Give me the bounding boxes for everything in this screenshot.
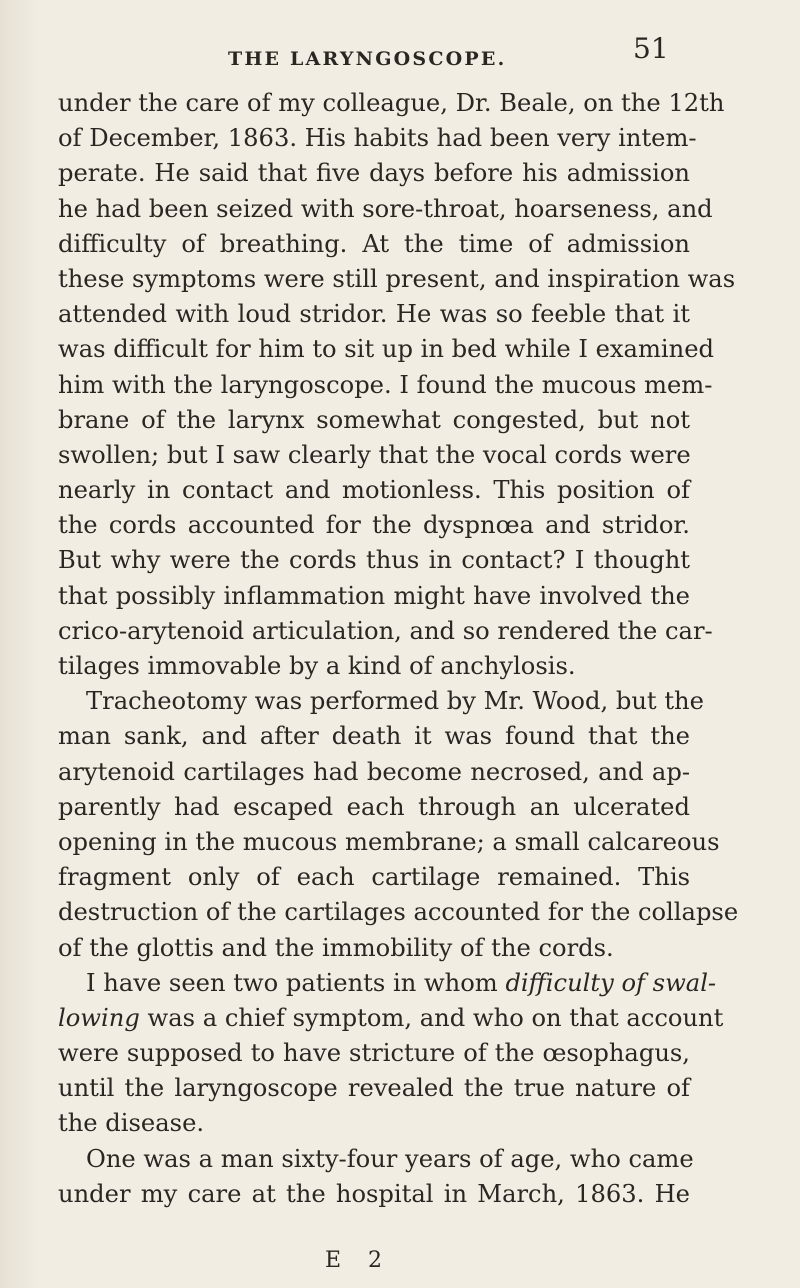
text-line: he had been seized with sore-throat, hoarseness, and <box>58 194 713 223</box>
text-line: tilages immovable by a kind of anchylosis. <box>58 652 576 680</box>
text-line: fragment only of each cartilage remained. This <box>58 863 690 892</box>
running-title: THE LARYNGOSCOPE. <box>228 48 507 70</box>
text-line: difficulty of breathing. At the time of admission <box>58 229 690 258</box>
text-line: him with the laryngoscope. I found the mucous mem- <box>58 370 713 399</box>
text-line: Tracheotomy was performed by Mr. Wood, but the <box>86 687 704 716</box>
text-line: that possibly inflammation might have involved the <box>58 581 690 610</box>
page-number: 51 <box>633 32 669 65</box>
text-line <box>58 1001 724 1036</box>
text-line <box>58 966 717 1001</box>
text-line: of the glottis and the immobility of the cords. <box>58 933 614 962</box>
text-line: attended with loud stridor. He was so feeble that it <box>58 300 690 329</box>
italic-phrase: lowing <box>58 1003 140 1032</box>
text-line: the disease. <box>58 1109 205 1138</box>
text-line: these symptoms were still present, and inspiration was <box>58 264 736 293</box>
running-head <box>0 32 800 72</box>
text-line: nearly in contact and motionless. This position of <box>58 476 690 505</box>
text-line: the cords accounted for the dyspnœa and stridor. <box>58 511 690 540</box>
text-line: One was a man sixty-four years of age, who came <box>86 1144 694 1173</box>
text-line: opening in the mucous membrane; a small calcareous <box>58 827 720 856</box>
text-line: parently had escaped each through an ulcerated <box>58 792 690 821</box>
text-line: under the care of my colleague, Dr. Beale, on the 12th <box>58 89 725 117</box>
text-line: man sank, and after death it was found that the <box>58 722 690 751</box>
text-line: brane of the larynx somewhat congested, but not <box>58 405 690 434</box>
text-line: But why were the cords thus in contact? I thought <box>58 546 690 575</box>
text-line: swollen; but I saw clearly that the vocal cords were <box>58 440 691 469</box>
text-line: arytenoid cartilages had become necrosed, and ap- <box>58 757 690 786</box>
text-run: was a chief symptom, and who on that account <box>139 1003 724 1032</box>
text-line: under my care at the hospital in March, 1863. He <box>58 1179 690 1208</box>
body-text <box>58 86 739 1212</box>
signature-mark: E 2 <box>325 1248 393 1273</box>
text-line: perate. He said that five days before his admission <box>58 159 690 188</box>
text-line: of December, 1863. His habits had been very intem- <box>58 124 697 153</box>
text-line: destruction of the cartilages accounted for the collapse <box>58 898 739 927</box>
text-line: was difficult for him to sit up in bed while I examined <box>58 335 715 364</box>
text-line: until the laryngoscope revealed the true nature of <box>58 1074 690 1103</box>
text-line: were supposed to have stricture of the œsophagus, <box>58 1039 690 1068</box>
text-run: I have seen two patients in whom <box>86 968 506 997</box>
italic-phrase: difficulty of swal- <box>505 968 717 997</box>
text-line: crico-arytenoid articulation, and so rendered the car- <box>58 616 713 645</box>
